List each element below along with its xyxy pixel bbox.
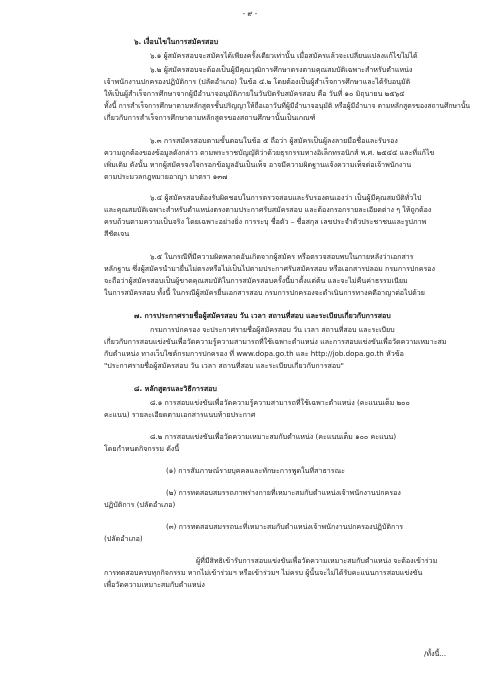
para-6-3-line2: ความถูกต้องของข้อมูลดังกล่าว ตามพระราชบัญญัติว่าด้วยธุรกรรมทางอิเล็กทรอนิกส์ พ.ศ. ๒๕๔๔ และที่แก้ไข — [104, 148, 435, 157]
para-6-3-line1: ๖.๓ การสมัครสอบตามขั้นตอนในข้อ ๕ ถือว่า ผู้สมัครเป็นผู้ลงลายมือชื่อและรับรอง — [150, 136, 398, 145]
para-6-2-line5: เกี่ยวกับการสำเร็จการศึกษาตามหลักสูตรของสถานศึกษานั้นเป็นเกณฑ์ — [104, 113, 316, 122]
activity-item-1: (๑) การสัมภาษณ์รายบุคคลและทักษะการพูดในที่สาธารณะ — [166, 466, 345, 475]
para-6-4-line1: ๖.๔ ผู้สมัครสอบต้องรับผิดชอบในการตรวจสอบและรับรองตนเองว่า เป็นผู้มีคุณสมบัติทั่วไป — [150, 193, 422, 202]
section8-heading: ๘. หลักสูตรและวิธีการสอบ — [134, 384, 217, 393]
closing-line3: เพื่อวัดความเหมาะสมกับตำแหน่ง — [104, 580, 205, 589]
para-6-5-line1: ๖.๕ ในกรณีที่มีความผิดพลาดอันเกิดจากผู้สมัคร หรือตรวจสอบพบในภายหลังว่าเอกสาร — [150, 252, 414, 261]
para-6-5-line2: หลักฐาน ซึ่งผู้สมัครนำมายื่นไม่ตรงหรือไม่เป็นไปตามประกาศรับสมัครสอบ หรือเอกสารปลอม กรมการปกครอง — [104, 264, 436, 273]
para-6-2-line2: เจ้าพนักงานปกครองปฏิบัติการ (ปลัดอำเภอ) ในข้อ ๔.๒ โดยต้องเป็นผู้สำเร็จการศึกษาและได้รับอนุมัติ — [104, 77, 411, 86]
section7-line3: กับตำแหน่ง ทางเว็บไซต์กรมการปกครอง ที่ www.dopa.go.th และ http://job.dopa.go.th หัวข้อ — [104, 349, 404, 358]
para-6-3-line4: ตามประมวลกฎหมายอาญา มาตรา ๑๓๗ — [104, 172, 228, 181]
para-6-4-line2: และคุณสมบัติเฉพาะสำหรับตำแหน่งตรงตามประกาศรับสมัครสอบ และต้องกรอกรายละเอียดต่าง ๆ ให้ถูกต้อง — [104, 205, 432, 214]
para-8-1-line2: คะแนน) รายละเอียดตามเอกสารแนบท้ายประกาศ — [104, 410, 256, 419]
page-number: - ๙ - — [242, 10, 258, 18]
para-8-1-line1: ๘.๑ การสอบแข่งขันเพื่อวัดความรู้ความสามารถที่ใช้เฉพาะตำแหน่ง (คะแนนเต็ม ๒๐๐ — [150, 398, 410, 407]
para-6-4-line4: สีชัดเจน — [104, 229, 130, 238]
closing-line2: การทดสอบครบทุกกิจกรรม หากไม่เข้าร่วมฯ หรือเข้าร่วมฯ ไม่ครบ ผู้นั้นจะไม่ได้รับคะแนนการสอบแข่งขัน — [104, 568, 423, 577]
section7-line1: กรมการปกครอง จะประกาศรายชื่อผู้สมัครสอบ วัน เวลา สถานที่สอบ และระเบียบ — [150, 325, 395, 334]
section7-line4: "ประกาศรายชื่อผู้สมัครสอบ วัน เวลา สถานที่สอบ และระเบียบเกี่ยวกับการสอบ" — [104, 361, 344, 370]
para-6-5-line3: จะถือว่าผู้สมัครสอบเป็นผู้ขาดคุณสมบัติในการสมัครสอบครั้งนี้มาตั้งแต่ต้น และจะไม่คืนค่าธรรมเนียม — [104, 276, 408, 285]
section7-line2: เกี่ยวกับการสอบแข่งขันเพื่อวัดความรู้ความสามารถที่ใช้เฉพาะตำแหน่ง และการสอบแข่งขันเพื่อวัดความเหมาะสม — [104, 337, 447, 346]
para-8-2-line2: โดยกำหนดกิจกรรม ดังนี้ — [104, 444, 180, 453]
para-6-2-line4: ทั้งนี้ การสำเร็จการศึกษาตามหลักสูตรชั้นปริญญาให้ถือเอาวันที่ผู้มีอำนาจอนุมัติ หรือผู้มีอำนาจ ตามหลักสูตรของสถานศึกษานั้น — [104, 101, 471, 110]
para-6-2-line1: ๖.๒ ผู้สมัครสอบจะต้องเป็นผู้มีคุณวุฒิการศึกษาตรงตามคุณสมบัติเฉพาะสำหรับตำแหน่ง — [150, 65, 413, 74]
section6-heading: ๖. เงื่อนไขในการสมัครสอบ — [134, 37, 219, 46]
activity-item-3-cont: (ปลัดอำเภอ) — [104, 534, 143, 543]
para-6-2-line3: ให้เป็นผู้สำเร็จการศึกษาจากผู้มีอำนาจอนุมัติภายในวันปิดรับสมัครสอบ คือ วันที่ ๑๐ มิถุนายน ๒๕๖๔ — [104, 89, 405, 98]
para-6-1: ๖.๑ ผู้สมัครสอบจะสมัครได้เพียงครั้งเดียวเท่านั้น เมื่อสมัครแล้วจะเปลี่ยนแปลงแก้ไขไม่ได้ — [150, 51, 418, 60]
para-8-2-line1: ๘.๒ การสอบแข่งขันเพื่อวัดความเหมาะสมกับตำแหน่ง (คะแนนเต็ม ๑๐๐ คะแนน) — [150, 432, 397, 441]
para-6-4-line3: ครบถ้วนตามความเป็นจริง โดยเฉพาะอย่างยิ่ง การระบุ ชื่อตัว – ชื่อสกุล เลขประจำตัวประชาชนและรูปภาพ — [104, 217, 427, 226]
continuation-marker: /ทั้งนี้... — [424, 649, 447, 658]
closing-line1: ผู้ที่มีสิทธิเข้ารับการสอบแข่งขันเพื่อวัดความเหมาะสมกับตำแหน่ง จะต้องเข้าร่วม — [196, 556, 438, 565]
para-6-5-line4: ในการสมัครสอบ ทั้งนี้ ในกรณีผู้สมัครยื่นเอกสารสอบ กรมการปกครองจะดำเนินการทางคดีอาญาต่อไปด้วย — [104, 288, 425, 297]
activity-item-2-cont: ปฏิบัติการ (ปลัดอำเภอ) — [104, 500, 176, 509]
activity-item-3: (๓) การทดสอบสมรรถนะที่เหมาะสมกับตำแหน่งเจ้าพนักงานปกครองปฏิบัติการ — [166, 522, 404, 531]
activity-item-2: (๒) การทดสอบสมรรถภาพร่างกายที่เหมาะสมกับตำแหน่งเจ้าพนักงานปกครอง — [166, 488, 401, 497]
para-6-3-line3: เพิ่มเติม ดังนั้น หากผู้สมัครจงใจกรอกข้อมูลอันเป็นเท็จ อาจมีความผิดฐานแจ้งความเท็จต่อเจ้าพนักงาน — [104, 160, 412, 169]
section7-heading: ๗. การประกาศรายชื่อผู้สมัครสอบ วัน เวลา สถานที่สอบ และระเบียบเกี่ยวกับการสอบ — [134, 311, 391, 320]
